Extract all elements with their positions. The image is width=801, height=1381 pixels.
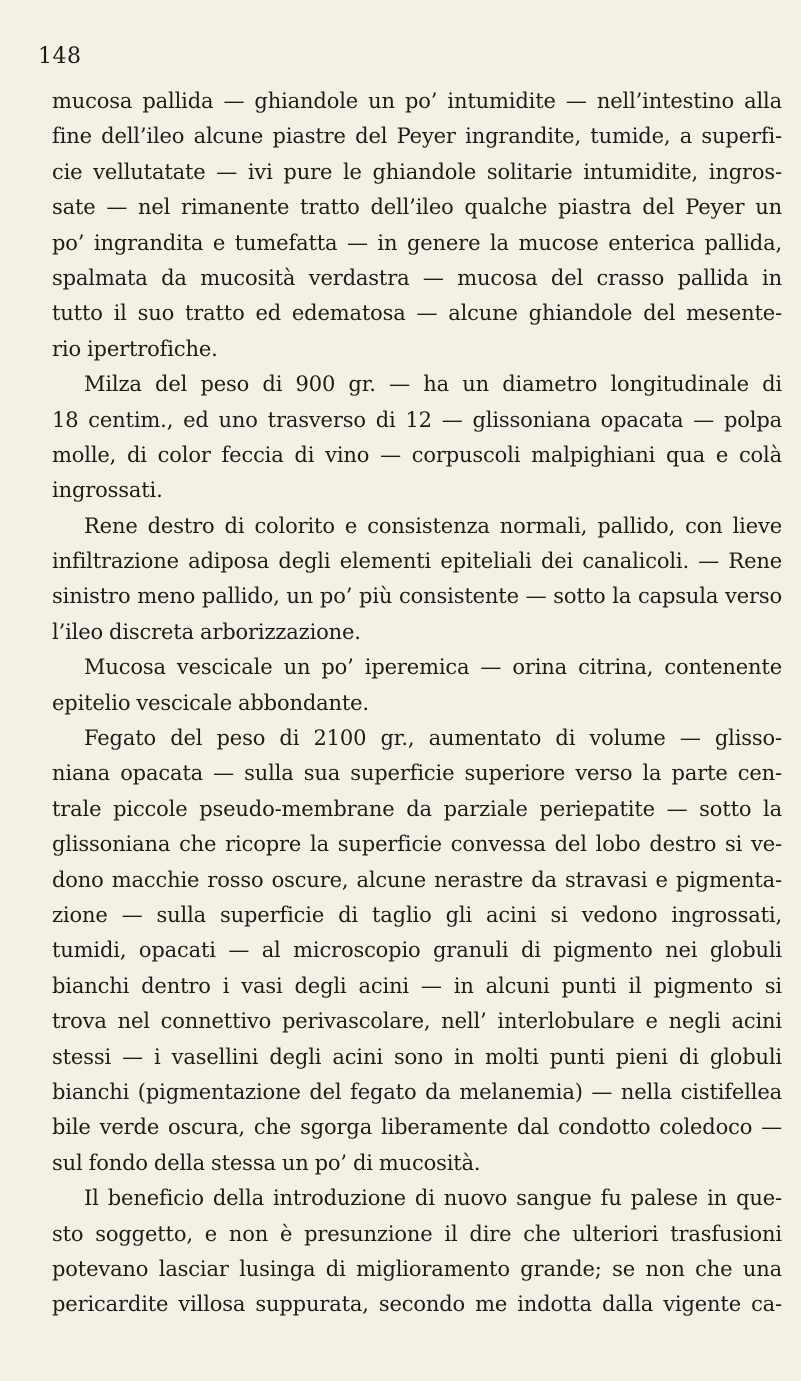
text-line: Rene destro di colorito e consistenza normali, pallido, con lieve bbox=[84, 513, 782, 538]
text-line: tutto il suo tratto ed edematosa — alcune ghiandole del mesente- bbox=[52, 301, 782, 326]
text-line: Fegato del peso di 2100 gr., aumentato di volume — glisso- bbox=[84, 726, 782, 751]
text-line: molle, di color feccia di vino — corpuscoli malpighiani qua e colà bbox=[52, 442, 782, 467]
text-line: bile verde oscura, che sgorga liberamente dal condotto coledoco — bbox=[52, 1115, 782, 1140]
text-line: niana opacata — sulla sua superficie superiore verso la parte cen- bbox=[52, 761, 782, 786]
text-line: stessi — i vasellini degli acini sono in molti punti pieni di globuli bbox=[52, 1044, 782, 1069]
text-line: sinistro meno pallido, un po’ più consistente — sotto la capsula verso bbox=[52, 584, 782, 609]
text-line: zione — sulla superficie di taglio gli acini si vedono ingrossati, bbox=[52, 902, 782, 927]
text-line: epitelio vescicale abbondante. bbox=[52, 690, 369, 715]
text-line: sate — nel rimanente tratto dell’ileo qualche piastra del Peyer un bbox=[52, 195, 782, 220]
text-line: sto soggetto, e non è presunzione il dire che ulteriori trasfusioni bbox=[52, 1221, 782, 1246]
text-line: pericardite villosa suppurata, secondo me indotta dalla vigente ca- bbox=[52, 1292, 782, 1317]
page-number: 148 bbox=[38, 44, 82, 69]
text-line: bianchi dentro i vasi degli acini — in alcuni punti il pigmento si bbox=[52, 973, 782, 998]
text-line: potevano lasciar lusinga di miglioramento grande; se non che una bbox=[52, 1256, 782, 1281]
text-line: Milza del peso di 900 gr. — ha un diametro longitudinale di bbox=[84, 372, 782, 397]
text-line: rio ipertrofiche. bbox=[52, 336, 218, 361]
text-line: po’ ingrandita e tumefatta — in genere la mucose enterica pallida, bbox=[52, 230, 782, 255]
text-line: cie vellutatate — ivi pure le ghiandole solitarie intumidite, ingros- bbox=[52, 159, 782, 184]
text-line: sul fondo della stessa un po’ di mucosità. bbox=[52, 1150, 481, 1175]
text-line: tumidi, opacati — al microscopio granuli di pigmento nei globuli bbox=[52, 938, 782, 963]
body-text bbox=[52, 84, 782, 1323]
text-line: l’ileo discreta arborizzazione. bbox=[52, 619, 361, 644]
text-line: Mucosa vescicale un po’ iperemica — orina citrina, contenente bbox=[84, 655, 782, 680]
text-line: glissoniana che ricopre la superficie convessa del lobo destro si ve- bbox=[52, 832, 782, 857]
text-line: fine dell’ileo alcune piastre del Peyer ingrandite, tumide, a superfi- bbox=[52, 124, 782, 149]
text-line: mucosa pallida — ghiandole un po’ intumidite — nell’intestino alla bbox=[52, 89, 782, 113]
text-line: spalmata da mucosità verdastra — mucosa del crasso pallida in bbox=[52, 265, 782, 290]
text-line: Il beneficio della introduzione di nuovo sangue fu palese in que- bbox=[84, 1186, 782, 1211]
text-line: trova nel connettivo perivascolare, nell’ interlobulare e negli acini bbox=[52, 1009, 782, 1034]
text-line: 18 centim., ed uno trasverso di 12 — glissoniana opacata — polpa bbox=[52, 407, 782, 432]
text-line: trale piccole pseudo-membrane da parziale periepatite — sotto la bbox=[52, 796, 782, 821]
text-line: dono macchie rosso oscure, alcune nerastre da stravasi e pigmenta- bbox=[52, 867, 782, 892]
text-line: ingrossati. bbox=[52, 478, 163, 503]
text-line: bianchi (pigmentazione del fegato da melanemia) — nella cistifellea bbox=[52, 1079, 782, 1104]
text-line: infiltrazione adiposa degli elementi epiteliali dei canalicoli. — Rene bbox=[52, 549, 782, 574]
